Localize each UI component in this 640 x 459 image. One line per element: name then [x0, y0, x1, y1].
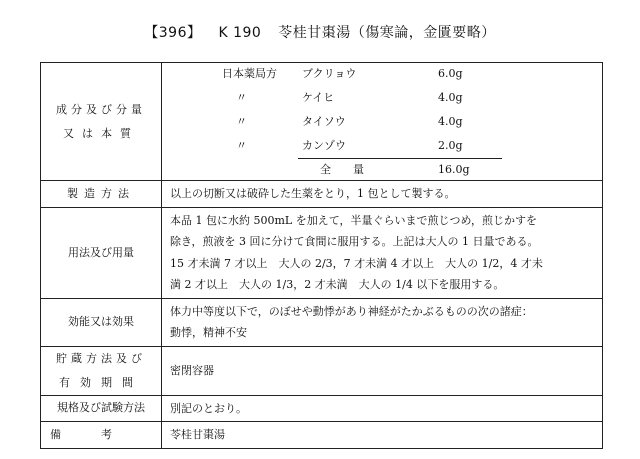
usage-line: 15 才未満 7 才以上 大人の 2/3，7 才未満 4 才以上 大人の 1/2，4 才未 — [170, 256, 543, 270]
ingredient-list — [170, 63, 602, 180]
effects-row — [41, 298, 603, 346]
ingredient-amount: 6.0g — [438, 67, 463, 80]
standards-row — [41, 395, 603, 422]
storage-row — [41, 346, 603, 395]
standards-label: 規格及び試験方法 — [41, 395, 162, 422]
ingredient-source: 〃 — [236, 115, 247, 128]
usage-content — [162, 207, 603, 298]
composition-label — [41, 63, 162, 181]
ingredient-source: 〃 — [236, 139, 247, 152]
composition-label-line2: 又は本質 — [63, 126, 139, 140]
ingredient-amount: 4.0g — [438, 91, 463, 104]
usage-label: 用法及び用量 — [41, 207, 162, 298]
usage-row — [41, 207, 603, 298]
ingredient-herb: カンゾウ — [302, 139, 346, 152]
effects-content — [162, 298, 603, 346]
ingredient-row — [170, 87, 602, 108]
total-row — [170, 159, 602, 180]
effects-label: 効能又は効果 — [41, 298, 162, 346]
usage-line: 本品 1 包に水約 500mL を加えて，半量ぐらいまで煎じつめ，煎じかすを — [170, 213, 538, 227]
ingredient-row — [170, 111, 602, 132]
ingredient-row — [170, 63, 602, 84]
remarks-text: 苓桂甘棗湯 — [162, 422, 603, 449]
ingredient-row — [170, 135, 602, 156]
manufacturing-label: 製造方法 — [41, 181, 162, 208]
total-label: 全量 — [320, 163, 386, 176]
storage-label-line1: 貯蔵方法及び — [56, 351, 146, 365]
ingredient-herb: タイソウ — [302, 115, 346, 128]
ingredient-source: 〃 — [236, 91, 247, 104]
ingredient-amount: 4.0g — [438, 115, 463, 128]
storage-label — [41, 346, 162, 395]
composition-label-line1: 成分及び分量 — [56, 102, 146, 116]
manufacturing-row — [41, 181, 603, 208]
item-number: 【396】 — [144, 25, 202, 41]
usage-line: 除き，煎液を 3 回に分けて食間に服用する。上記は大人の 1 日量である。 — [170, 235, 539, 248]
storage-text: 密閉容器 — [162, 346, 603, 395]
remarks-label: 備考 — [41, 422, 162, 449]
ingredient-source: 日本薬局方 — [222, 67, 277, 80]
remarks-row — [41, 422, 603, 449]
composition-content — [162, 63, 603, 181]
document-title — [0, 22, 640, 42]
ingredient-amount: 2.0g — [438, 139, 463, 152]
formula-name: 苓桂甘棗湯（傷寒論，金匱要略） — [278, 25, 496, 41]
specification-table — [40, 62, 603, 449]
composition-row — [41, 63, 603, 181]
total-amount: 16.0g — [438, 163, 470, 176]
item-code: K 190 — [218, 25, 262, 41]
manufacturing-text: 以上の切断又は破砕した生薬をとり，1 包として製する。 — [162, 181, 603, 208]
storage-label-line2: 有効期間 — [59, 375, 143, 389]
ingredient-herb: ケイヒ — [302, 91, 335, 104]
standards-text: 別記のとおり。 — [162, 395, 603, 422]
usage-line: 満 2 才以上 大人の 1/3，2 才未満 大人の 1/4 以下を服用する。 — [170, 278, 505, 291]
effects-line: 体力中等度以下で，のぼせや動悸があり神経がたかぶるものの次の諸症： — [170, 304, 533, 318]
effects-line: 動悸，精神不安 — [170, 326, 247, 339]
ingredient-herb: ブクリョウ — [302, 67, 357, 80]
